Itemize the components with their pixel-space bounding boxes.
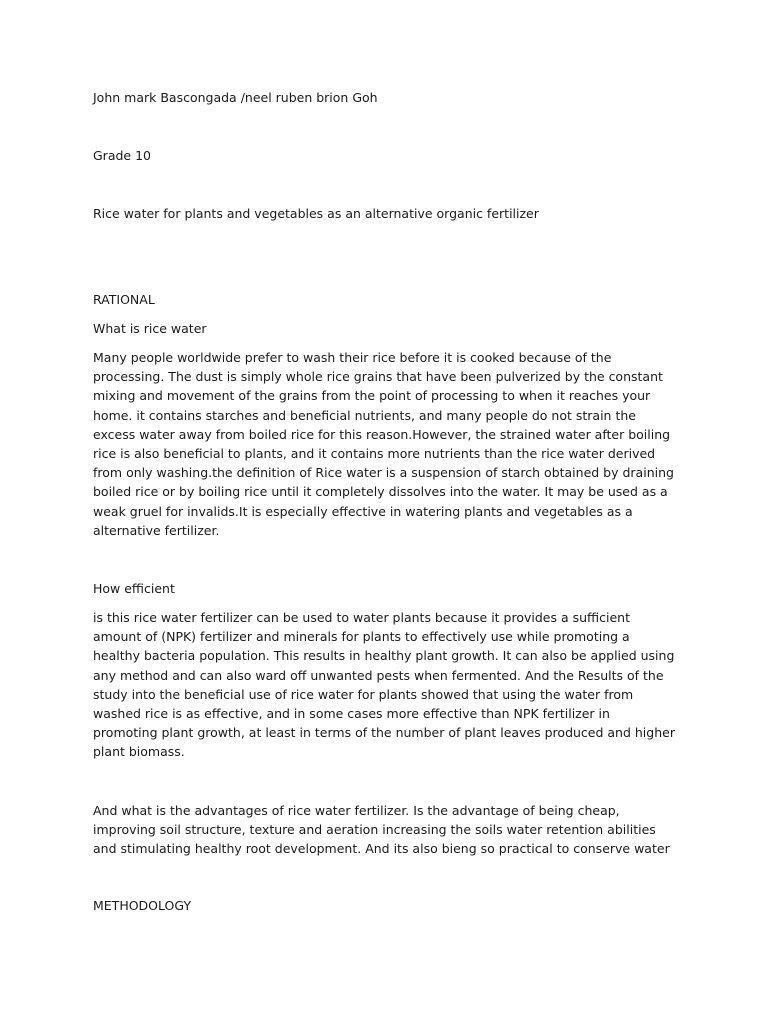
grade-level: Grade 10 <box>93 148 151 163</box>
author-names: John mark Bascongada /neel ruben brion Goh <box>93 90 378 105</box>
subheading-how-efficient: How efficient <box>93 581 175 596</box>
subheading-what-is-rice-water: What is rice water <box>93 321 207 336</box>
paragraph-advantages: And what is the advantages of rice water fertilizer. Is the advantage of being cheap, improving soil structure, texture and aeration increasing the soils water retention abilities and stimulating healthy root development. And its also bieng so practical to conserve water <box>93 803 670 857</box>
document-title: Rice water for plants and vegetables as an alternative organic fertilizer <box>93 206 539 221</box>
paragraph-how-efficient: is this rice water fertilizer can be used to water plants because it provides a sufficient amount of (NPK) fertilizer and minerals for plants to effectively use while promoting a healthy bacteria population. This results in healthy plant growth. It can also be applied using any method and can also ward off unwanted pests when fermented. And the Results of the study into the beneficial use of rice water for plants showed that using the water from washed rice is as effective, and in some cases more effective than NPK fertilizer in promoting plant growth, at least in terms of the number of plant leaves produced and higher plant biomass. <box>93 610 675 760</box>
section-heading-methodology: METHODOLOGY <box>93 898 192 913</box>
paragraph-what-is-rice-water: Many people worldwide prefer to wash their rice before it is cooked because of the processing. The dust is simply whole rice grains that have been pulverized by the constant mixing and movement of the grains from the point of processing to when it reaches your home. it contains starches and beneficial nutrients, and many people do not strain the excess water away from boiled rice for this reason.However, the strained water after boiling rice is also beneficial to plants, and it contains more nutrients than the rice water derived from only washing.the definition of Rice water is a suspension of starch obtained by draining boiled rice or by boiling rice until it completely dissolves into the water. It may be used as a weak gruel for invalids.It is especially effective in watering plants and vegetables as a alternative fertilizer. <box>93 350 674 538</box>
section-heading-rational: RATIONAL <box>93 292 155 307</box>
